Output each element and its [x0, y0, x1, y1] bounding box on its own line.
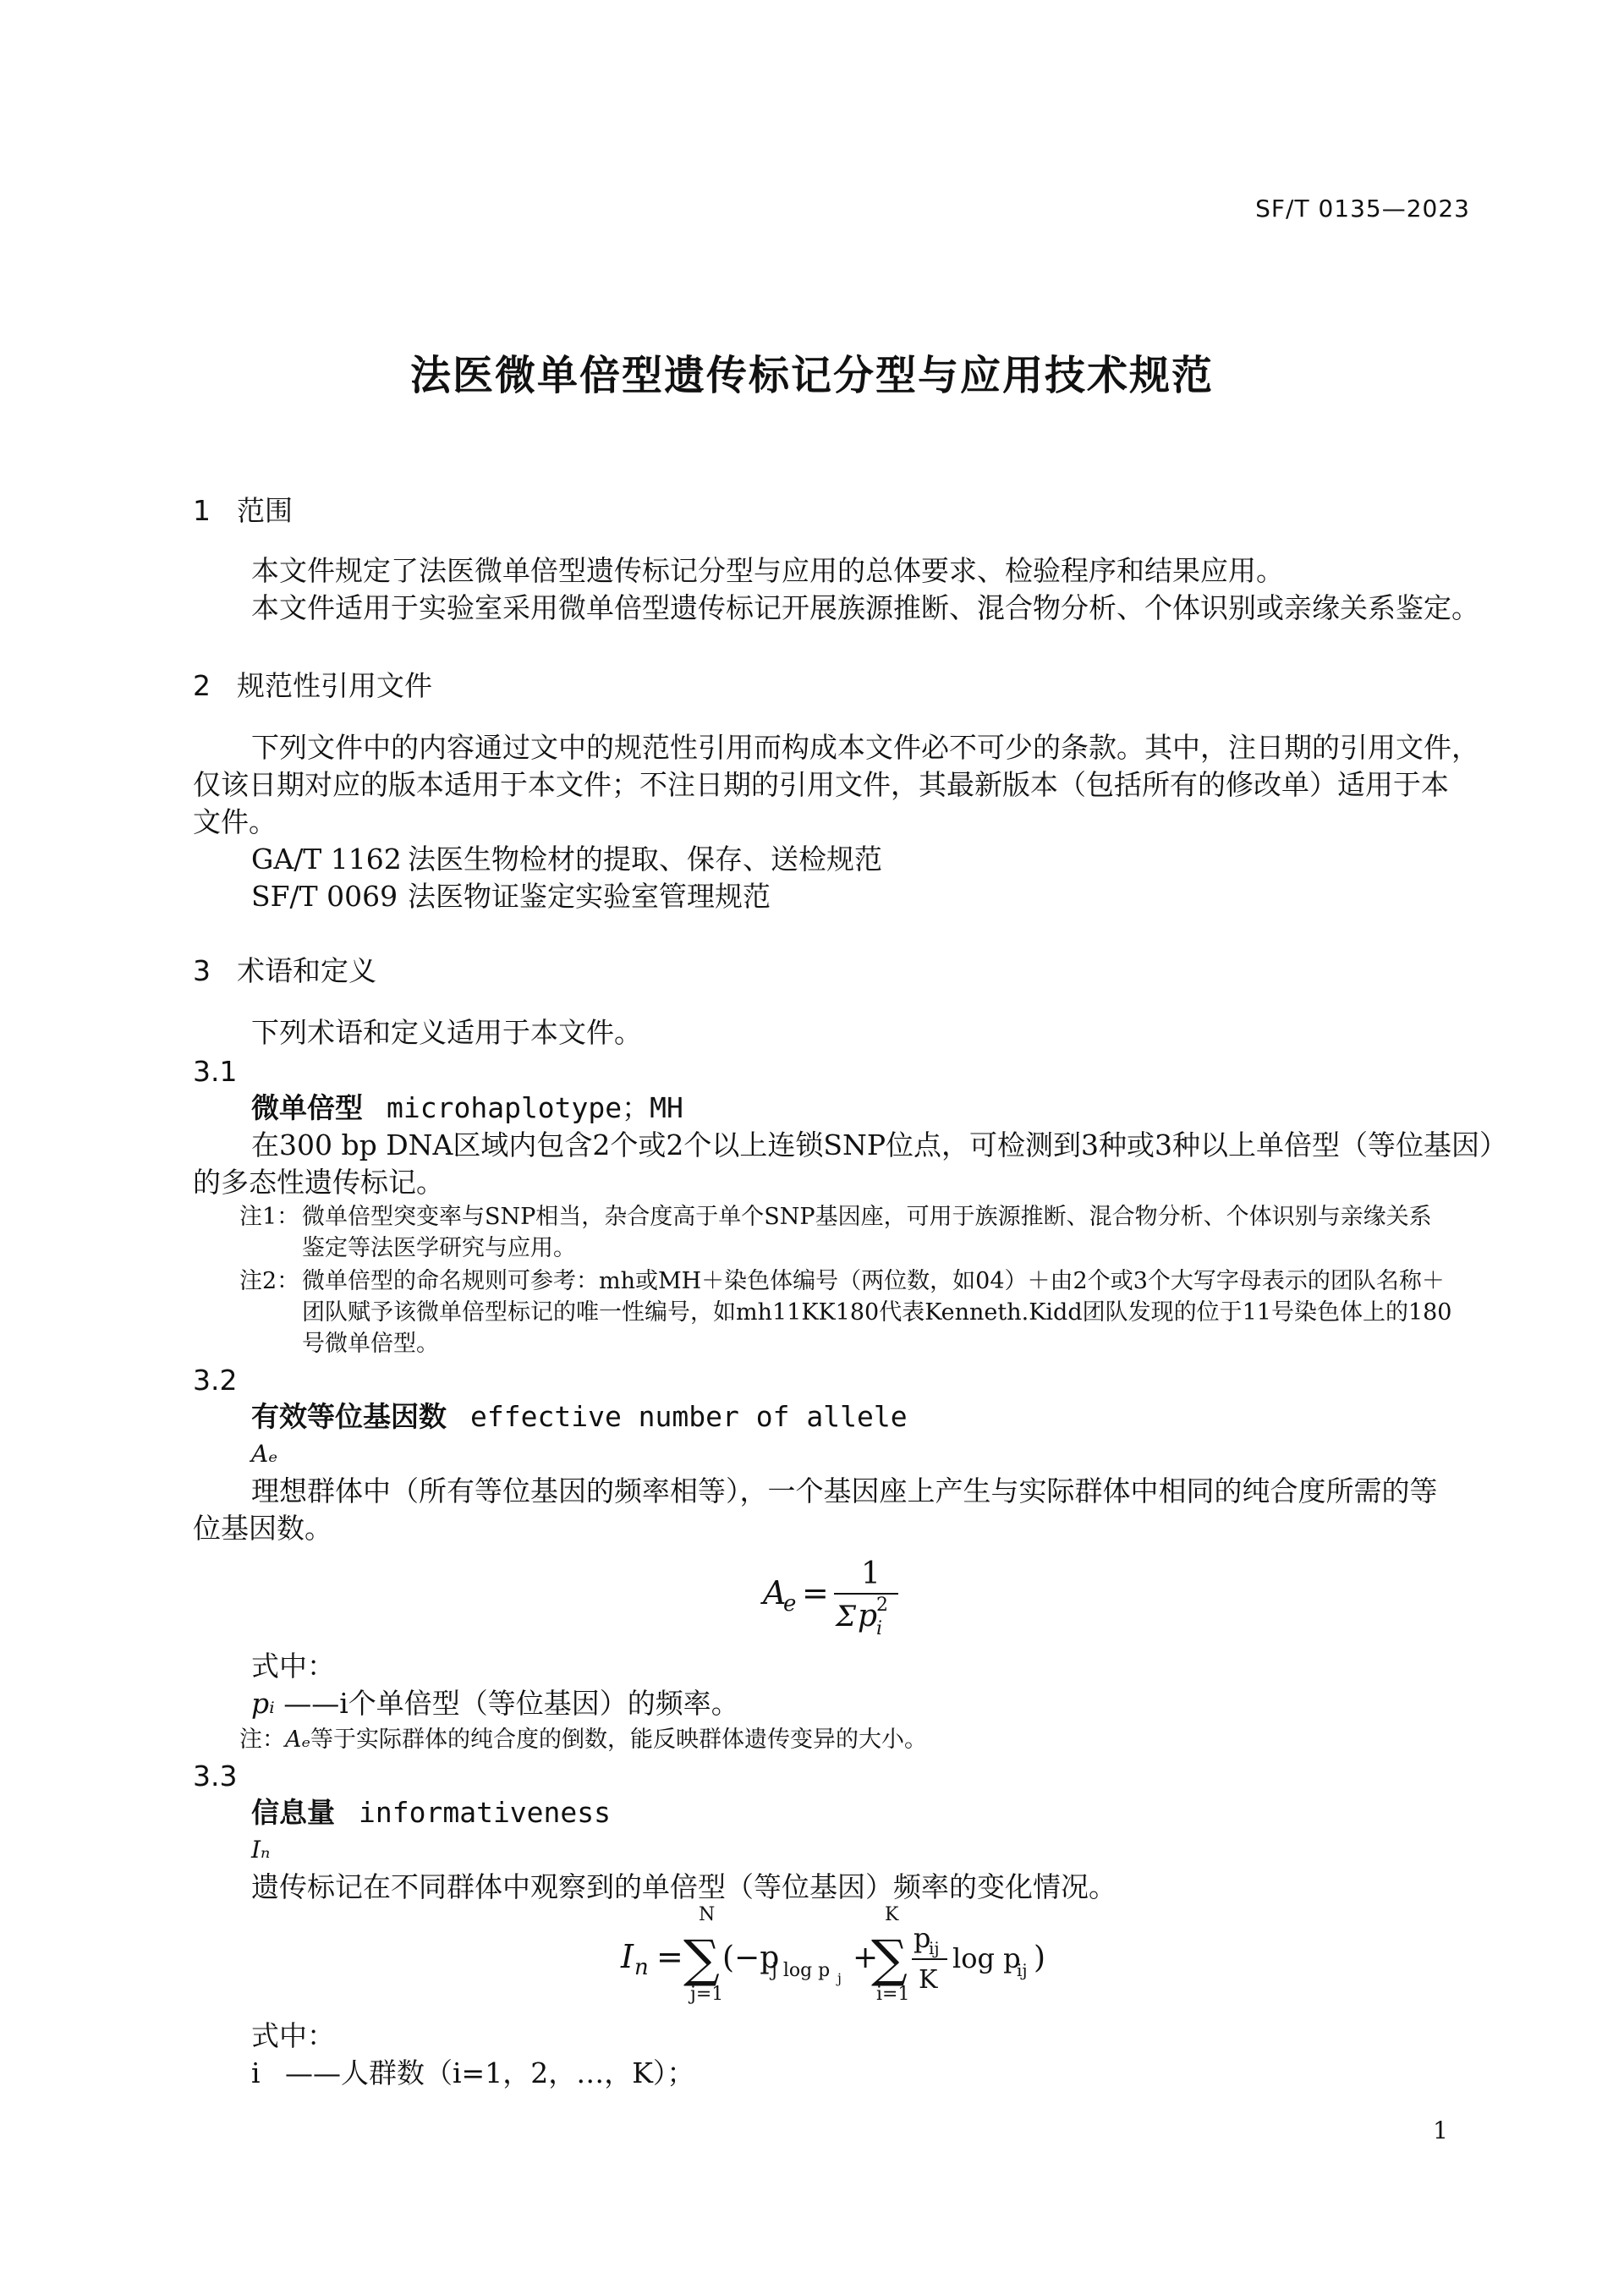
term-3-3-en: informativeness [359, 1796, 612, 1829]
section-1-para-1: 本文件规定了法医微单倍型遗传标记分型与应用的总体要求、检验程序和结果应用。 [251, 554, 1284, 587]
formula-lhs-sub: e [783, 1591, 797, 1617]
section-2-para-line-2: 仅该日期对应的版本适用于本文件；不注日期的引用文件，其最新版本（包括所有的修改单）适用于本 [193, 768, 1449, 801]
formula-sup-2: 2 [876, 1595, 888, 1616]
note-symbol: Aₑ [285, 1727, 310, 1753]
sum1-upper: N [699, 1905, 716, 1925]
term-3-2-number: 3.2 [193, 1364, 238, 1397]
term-3-2-def-line-2: 位基因数。 [193, 1512, 332, 1545]
formula-lhs-sub: n [634, 1955, 649, 1980]
formula-plus: + [853, 1941, 879, 1975]
term-3-2-note [239, 1724, 927, 1755]
term-3-2-variable [251, 1685, 739, 1722]
page-number: 1 [1433, 2117, 1448, 2144]
section-1-heading [193, 489, 293, 529]
reference-item [251, 841, 882, 878]
sum2-upper: K [885, 1905, 899, 1925]
note-2-line-3: 号微单倍型。 [302, 1331, 439, 1357]
term-3-2-symbol: Aₑ [251, 1440, 278, 1468]
formula-numerator: 1 [861, 1557, 881, 1591]
note-2-label: 注2： [239, 1268, 300, 1294]
sum2-lower: i=1 [876, 1984, 910, 2005]
formula-effective-allele [753, 1545, 922, 1641]
term-3-1-en: microhaplotype；MH [387, 1091, 683, 1124]
note-2-line-1: 微单倍型的命名规则可参考：mh或MH＋染色体编号（两位数，如04）＋由2个或3个大写字母表示的团队名称＋ [302, 1268, 1445, 1294]
section-1-para-2: 本文件适用于实验室采用微单倍型遗传标记开展族源推断、混合物分析、个体识别或亲缘关系鉴定。 [251, 591, 1479, 624]
svg-text:=: = [802, 1574, 829, 1611]
formula-informativeness [616, 1905, 1056, 2010]
section-2-para-line-1: 下列文件中的内容通过文中的规范性引用而构成本文件必不可少的条款。其中，注日期的引用文件， [251, 731, 1479, 764]
term-3-3-zh: 信息量 [251, 1796, 335, 1829]
formula-sigma: Σ [836, 1600, 857, 1633]
note-1-line-2: 鉴定等法医学研究与应用。 [302, 1235, 576, 1261]
section-3-intro: 下列术语和定义适用于本文件。 [251, 1016, 642, 1049]
term-3-1-number: 3.1 [193, 1055, 238, 1088]
section-1-title: 范围 [237, 494, 293, 527]
section-3-heading [193, 949, 376, 989]
note-1-label: 注1： [239, 1204, 300, 1230]
term-3-3-heading [251, 1794, 611, 1831]
term-3-1-zh: 微单倍型 [251, 1091, 363, 1124]
standard-number: SF/T 0135—2023 [1255, 195, 1470, 222]
variable-description: ——i个单倍型（等位基因）的频率。 [274, 1687, 739, 1720]
term-3-1-heading [251, 1090, 683, 1127]
variable-description: ——人群数（i=1，2，…，K）； [285, 2056, 695, 2089]
term-3-2-heading [251, 1398, 908, 1436]
reference-item [251, 878, 771, 915]
section-2-heading [193, 664, 432, 704]
document-title: 法医微单倍型遗传标记分型与应用技术规范 [409, 352, 1214, 399]
term-3-3-def-line-1: 遗传标记在不同群体中观察到的单倍型（等位基因）频率的变化情况。 [251, 1870, 1116, 1903]
reference-code: GA/T 1162 [251, 843, 402, 876]
term-3-2-en: effective number of allele [470, 1400, 908, 1433]
sum1-lower: j=1 [690, 1984, 724, 2005]
formula-lhs: I [621, 1938, 634, 1975]
svg-text:=: = [656, 1938, 683, 1975]
svg-text:∑: ∑ [871, 1930, 908, 1989]
term-3-3-symbol: Iₙ [251, 1836, 271, 1864]
section-1-number: 1 [193, 494, 211, 527]
term-3-3-variable [251, 2055, 694, 2092]
variable-symbol: i [251, 2056, 261, 2089]
note-label: 注： [239, 1727, 285, 1753]
term-3-3-where-label: 式中： [251, 2019, 335, 2052]
term-3-1-def-line-1: 在300 bp DNA区域内包含2个或2个以上连锁SNP位点，可检测到3种或3种以上单倍型（等位基因） [251, 1128, 1508, 1161]
term1-sub: j log p [771, 1960, 831, 1981]
term-3-2-where-label: 式中： [251, 1650, 335, 1683]
formula-sub-i: i [876, 1618, 883, 1638]
section-3-number: 3 [193, 954, 211, 987]
formula-p: p [858, 1599, 878, 1633]
variable-symbol: pᵢ [251, 1687, 275, 1720]
svg-text:∑: ∑ [683, 1930, 720, 1989]
note-text: 等于实际群体的纯合度的倒数，能反映群体遗传变异的大小。 [310, 1727, 927, 1753]
section-2-number: 2 [193, 669, 211, 702]
term-3-2-zh: 有效等位基因数 [251, 1400, 447, 1433]
frac-num: p [914, 1922, 931, 1954]
term-3-1-def-line-2: 的多态性遗传标记。 [193, 1166, 444, 1199]
log-sub: ij [1017, 1960, 1028, 1980]
reference-title: 法医物证鉴定实验室管理规范 [408, 880, 771, 913]
note-2-line-2: 团队赋予该微单倍型标记的唯一性编号，如mh11KK180代表Kenneth.Kidd团队发现的位于11号染色体上的180 [302, 1299, 1452, 1326]
term-3-3-number: 3.3 [193, 1760, 238, 1793]
formula-lhs: A [763, 1574, 787, 1611]
formula-close: ) [1034, 1941, 1046, 1975]
term1: (−p [722, 1941, 780, 1975]
term-3-2-def-line-1: 理想群体中（所有等位基因的频率相等），一个基因座上产生与实际群体中相同的纯合度所需的等 [251, 1474, 1438, 1507]
section-2-para-line-3: 文件。 [193, 805, 277, 838]
section-2-title: 规范性引用文件 [237, 669, 432, 702]
term1-sub2: j [837, 1970, 842, 1986]
reference-title: 法医生物检材的提取、保存、送检规范 [408, 843, 882, 876]
reference-code: SF/T 0069 [251, 880, 398, 913]
log-part: log p [952, 1942, 1021, 1974]
section-3-title: 术语和定义 [237, 954, 376, 987]
note-1-line-1: 微单倍型突变率与SNP相当，杂合度高于单个SNP基因座，可用于族源推断、混合物分析、个体识别与亲缘关系 [302, 1204, 1432, 1230]
frac-den: K [919, 1965, 938, 1995]
frac-num-sub: ij [929, 1938, 940, 1958]
